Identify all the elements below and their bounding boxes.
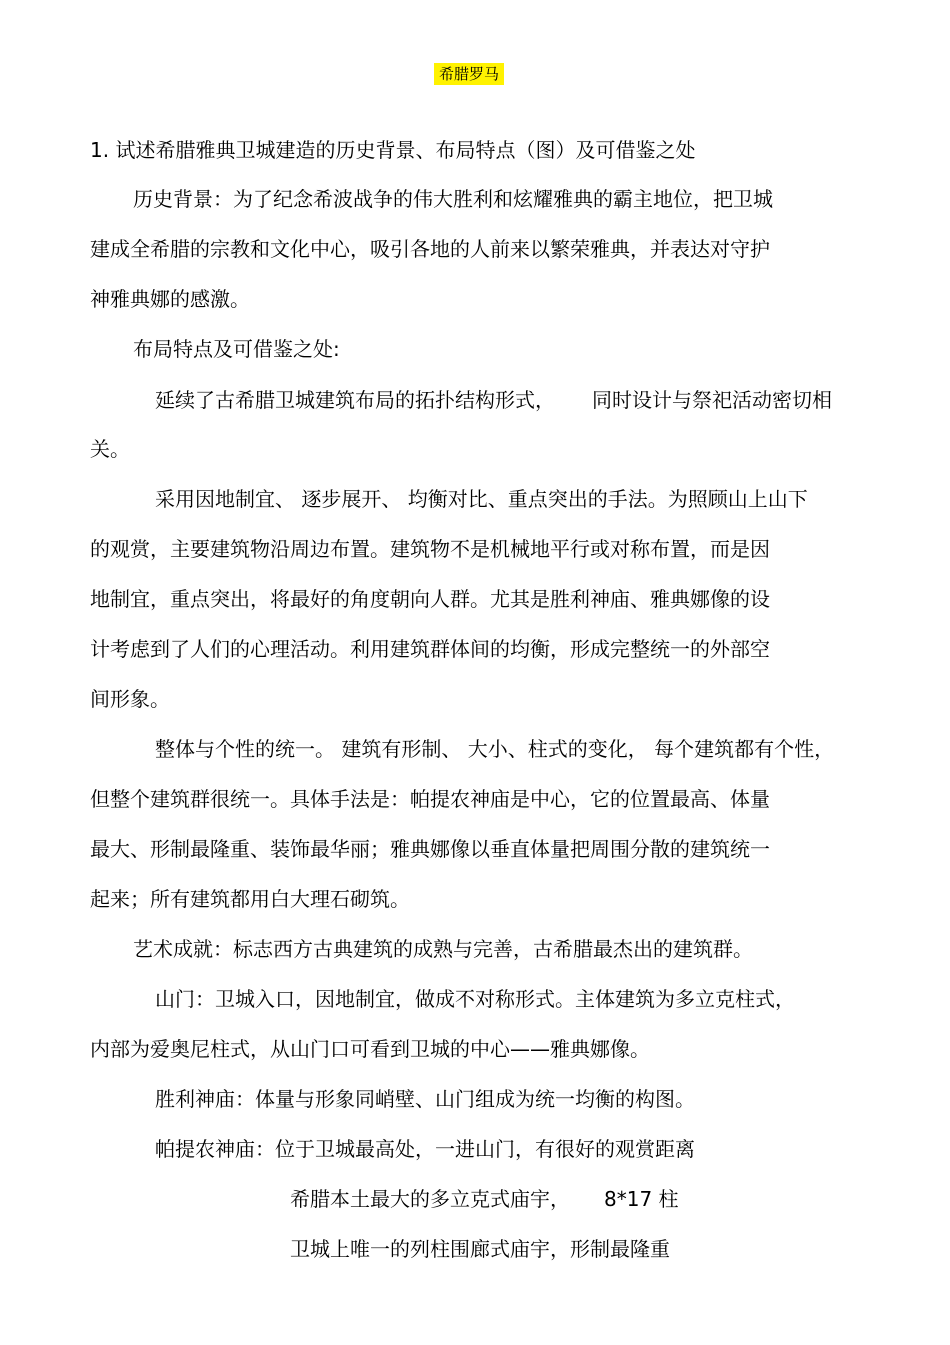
paragraph-line: 神雅典娜的感激。 bbox=[90, 287, 250, 311]
paragraph-line: 帕提农神庙：位于卫城最高处，一进山门，有很好的观赏距离 bbox=[155, 1137, 695, 1161]
section-heading: 布局特点及可借鉴之处: bbox=[133, 337, 340, 361]
paragraph-line: 地制宜，重点突出，将最好的角度朝向人群。尤其是胜利神庙、雅典娜像的设 bbox=[90, 587, 770, 611]
paragraph-line: 延续了古希腊卫城建筑布局的拓扑结构形式， bbox=[155, 388, 555, 412]
paragraph-line: 计考虑到了人们的心理活动。利用建筑群体间的均衡，形成完整统一的外部空 bbox=[90, 637, 770, 661]
paragraph-line: 同时设计与祭祀活动密切相 bbox=[592, 388, 832, 412]
paragraph-line: 8*17 柱 bbox=[604, 1187, 679, 1211]
paragraph-line: 采用因地制宜、 逐步展开、 均衡对比、重点突出的手法。为照顾山上山下 bbox=[155, 487, 808, 511]
paragraph-line: 的观赏，主要建筑物沿周边布置。建筑物不是机械地平行或对称布置，而是因 bbox=[90, 537, 770, 561]
paragraph-line: 建成全希腊的宗教和文化中心，吸引各地的人前来以繁荣雅典，并表达对守护 bbox=[90, 237, 770, 261]
paragraph-line: 间形象。 bbox=[90, 687, 170, 711]
paragraph-line: 整体与个性的统一。 建筑有形制、 大小、柱式的变化， 每个建筑都有个性， bbox=[155, 737, 835, 761]
paragraph-line: 最大、形制最隆重、装饰最华丽；雅典娜像以垂直体量把周围分散的建筑统一 bbox=[90, 837, 770, 861]
paragraph-line: 希腊本土最大的多立克式庙宇， bbox=[290, 1187, 570, 1211]
paragraph-line: 胜利神庙：体量与形象同峭壁、山门组成为统一均衡的构图。 bbox=[155, 1087, 695, 1111]
paragraph-line: 但整个建筑群很统一。具体手法是：帕提农神庙是中心，它的位置最高、体量 bbox=[90, 787, 770, 811]
paragraph-line: 起来；所有建筑都用白大理石砌筑。 bbox=[90, 887, 410, 911]
paragraph-line: 卫城上唯一的列柱围廊式庙宇，形制最隆重 bbox=[290, 1237, 670, 1261]
question-heading: 1. 试述希腊雅典卫城建造的历史背景、布局特点（图）及可借鉴之处 bbox=[90, 138, 696, 162]
paragraph-line: 山门：卫城入口，因地制宜，做成不对称形式。主体建筑为多立克柱式， bbox=[155, 987, 795, 1011]
paragraph-line: 历史背景：为了纪念希波战争的伟大胜利和炫耀雅典的霸主地位，把卫城 bbox=[133, 187, 773, 211]
document-title: 希腊罗马 bbox=[434, 63, 504, 85]
paragraph-line: 关。 bbox=[90, 437, 130, 461]
paragraph-line: 内部为爱奥尼柱式，从山门口可看到卫城的中心——雅典娜像。 bbox=[90, 1037, 650, 1061]
paragraph-line: 艺术成就：标志西方古典建筑的成熟与完善，古希腊最杰出的建筑群。 bbox=[133, 937, 753, 961]
